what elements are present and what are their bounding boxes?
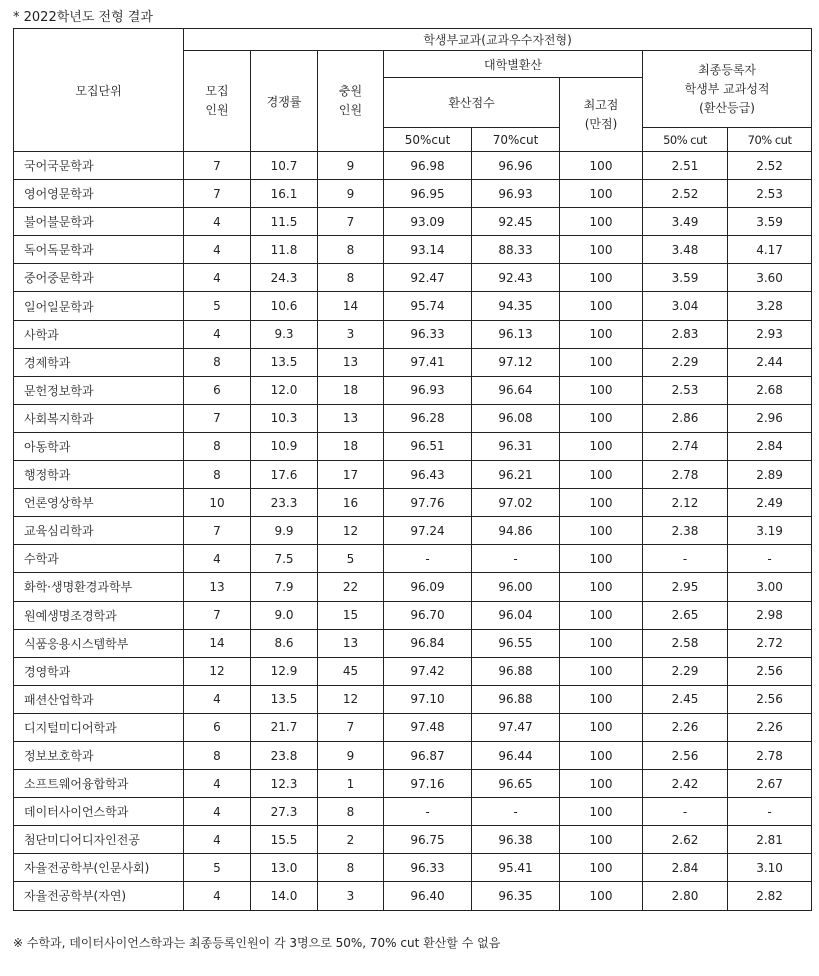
cell-unit: 문헌정보학과 [14,376,184,404]
cell-extra: 2 [318,826,384,854]
cell-quota: 4 [184,236,251,264]
cell-rate: 12.9 [251,657,318,685]
cell-quota: 7 [184,517,251,545]
cell-grade50: - [643,798,728,826]
cell-grade70: 2.56 [728,657,812,685]
cell-score70: 96.21 [472,461,560,489]
cell-grade50: 2.51 [643,152,728,180]
header-category: 학생부교과(교과우수자전형) [184,29,812,51]
cell-max: 100 [560,489,643,517]
cell-unit: 독어독문학과 [14,236,184,264]
cell-grade50: 2.74 [643,432,728,460]
cell-max: 100 [560,320,643,348]
cell-max: 100 [560,657,643,685]
cell-unit: 화학·생명환경과학부 [14,573,184,601]
cell-extra: 1 [318,770,384,798]
cell-quota: 6 [184,376,251,404]
cell-extra: 12 [318,685,384,713]
header-grade70: 70% cut [728,128,812,152]
cell-grade70: 2.44 [728,348,812,376]
cell-score50: 93.09 [384,208,472,236]
cell-extra: 13 [318,404,384,432]
cell-rate: 16.1 [251,180,318,208]
cell-quota: 4 [184,685,251,713]
cell-score50: 97.76 [384,489,472,517]
cell-rate: 23.3 [251,489,318,517]
cell-max: 100 [560,461,643,489]
cell-score50: 92.47 [384,264,472,292]
cell-score70: 96.35 [472,882,560,910]
cell-quota: 7 [184,152,251,180]
cell-rate: 10.7 [251,152,318,180]
cell-unit: 경영학과 [14,657,184,685]
cell-score70: 88.33 [472,236,560,264]
cell-grade50: 2.78 [643,461,728,489]
table-row [14,770,812,798]
cell-score50: 97.41 [384,348,472,376]
cell-quota: 8 [184,461,251,489]
cell-max: 100 [560,770,643,798]
cell-grade50: 3.04 [643,292,728,320]
cell-score50: 96.28 [384,404,472,432]
cell-max: 100 [560,798,643,826]
cell-score70: 96.08 [472,404,560,432]
cell-grade70: 2.53 [728,180,812,208]
cell-score50: 96.95 [384,180,472,208]
cell-quota: 8 [184,741,251,769]
cell-grade50: 2.83 [643,320,728,348]
cell-quota: 4 [184,798,251,826]
cell-grade70: 2.67 [728,770,812,798]
cell-extra: 12 [318,517,384,545]
cell-rate: 12.0 [251,376,318,404]
cell-rate: 12.3 [251,770,318,798]
cell-score70: 96.00 [472,573,560,601]
cell-grade70: 2.84 [728,432,812,460]
table-row [14,573,812,601]
table-row [14,601,812,629]
cell-extra: 14 [318,292,384,320]
results-body [14,152,812,911]
cell-grade70: 3.19 [728,517,812,545]
cell-grade50: 3.48 [643,236,728,264]
cell-score70: 92.43 [472,264,560,292]
cell-unit: 사회복지학과 [14,404,184,432]
cell-grade50: 2.45 [643,685,728,713]
cell-max: 100 [560,685,643,713]
table-row [14,517,812,545]
cell-unit: 사학과 [14,320,184,348]
cell-grade50: 2.26 [643,713,728,741]
cell-max: 100 [560,376,643,404]
cell-score70: 96.88 [472,657,560,685]
header-additional [318,51,384,152]
cell-rate: 17.6 [251,461,318,489]
cell-grade70: 3.60 [728,264,812,292]
header-converted-score: 환산점수 [384,78,560,128]
cell-extra: 18 [318,432,384,460]
cell-extra: 5 [318,545,384,573]
cell-rate: 13.5 [251,348,318,376]
cell-score70: 96.88 [472,685,560,713]
cell-unit: 수학과 [14,545,184,573]
cell-unit: 경제학과 [14,348,184,376]
cell-grade70: 3.00 [728,573,812,601]
cell-score50: 96.84 [384,629,472,657]
cell-score70: 97.12 [472,348,560,376]
cell-score50: 96.33 [384,320,472,348]
cell-unit: 교육심리학과 [14,517,184,545]
cell-rate: 7.9 [251,573,318,601]
cell-unit: 원예생명조경학과 [14,601,184,629]
cell-quota: 13 [184,573,251,601]
header-competition: 경쟁률 [251,51,318,152]
cell-rate: 7.5 [251,545,318,573]
cell-unit: 디지털미디어학과 [14,713,184,741]
table-row [14,208,812,236]
table-row [14,264,812,292]
cell-unit: 데이터사이언스학과 [14,798,184,826]
cell-quota: 4 [184,208,251,236]
cell-score70: 94.86 [472,517,560,545]
cell-unit: 패션산업학과 [14,685,184,713]
cell-quota: 7 [184,404,251,432]
cell-grade50: 2.12 [643,489,728,517]
cell-score70: 96.04 [472,601,560,629]
cell-rate: 13.0 [251,854,318,882]
cell-extra: 16 [318,489,384,517]
table-row [14,348,812,376]
table-row [14,882,812,910]
header-quota-text: 모집 인원 [205,84,229,117]
cell-rate: 24.3 [251,264,318,292]
cell-score50: 97.16 [384,770,472,798]
cell-score70: 96.96 [472,152,560,180]
cell-score50: 96.40 [384,882,472,910]
cell-quota: 4 [184,320,251,348]
cell-score70: 92.45 [472,208,560,236]
cell-score70: 95.41 [472,854,560,882]
cell-grade70: 2.78 [728,741,812,769]
cell-rate: 9.3 [251,320,318,348]
cell-score50: 97.10 [384,685,472,713]
cell-score70: - [472,545,560,573]
cell-extra: 13 [318,629,384,657]
table-row [14,798,812,826]
header-converted-group: 대학별환산 [384,51,643,78]
cell-grade50: 2.80 [643,882,728,910]
cell-quota: 4 [184,770,251,798]
cell-extra: 13 [318,348,384,376]
cell-rate: 15.5 [251,826,318,854]
cell-grade70: 2.52 [728,152,812,180]
cell-grade50: 2.56 [643,741,728,769]
cell-quota: 4 [184,826,251,854]
cell-grade50: 2.38 [643,517,728,545]
cell-unit: 중어중문학과 [14,264,184,292]
cell-grade50: 2.52 [643,180,728,208]
table-row [14,657,812,685]
cell-max: 100 [560,629,643,657]
cell-rate: 11.5 [251,208,318,236]
cell-max: 100 [560,208,643,236]
header-grade50: 50% cut [643,128,728,152]
cell-score70: 96.64 [472,376,560,404]
page-title: * 2022학년도 전형 결과 [13,10,153,25]
table-row [14,854,812,882]
cell-score70: 94.35 [472,292,560,320]
cell-unit: 자율전공학부(인문사회) [14,854,184,882]
cell-unit: 소프트웨어융합학과 [14,770,184,798]
cell-score50: 96.75 [384,826,472,854]
cell-grade50: 2.86 [643,404,728,432]
cell-rate: 27.3 [251,798,318,826]
cell-quota: 7 [184,180,251,208]
cell-grade70: 2.72 [728,629,812,657]
cell-score50: 93.14 [384,236,472,264]
cell-score50: 96.33 [384,854,472,882]
cell-grade70: 2.98 [728,601,812,629]
cell-grade70: 3.28 [728,292,812,320]
cell-rate: 10.3 [251,404,318,432]
cell-quota: 7 [184,601,251,629]
cell-score70: 96.38 [472,826,560,854]
header-quota [184,51,251,152]
cell-unit: 국어국문학과 [14,152,184,180]
cell-score70: 97.02 [472,489,560,517]
cell-grade50: 2.53 [643,376,728,404]
cell-quota: 4 [184,882,251,910]
cell-unit: 언론영상학부 [14,489,184,517]
header-final-group [643,51,812,128]
cell-max: 100 [560,348,643,376]
cell-max: 100 [560,545,643,573]
cell-max: 100 [560,152,643,180]
cell-quota: 14 [184,629,251,657]
table-row [14,489,812,517]
cell-score50: - [384,798,472,826]
table-row [14,685,812,713]
cell-max: 100 [560,741,643,769]
table-row [14,376,812,404]
cell-extra: 9 [318,152,384,180]
cell-score70: 96.44 [472,741,560,769]
table-row [14,432,812,460]
cell-rate: 9.0 [251,601,318,629]
cell-unit: 불어불문학과 [14,208,184,236]
cell-grade50: 3.49 [643,208,728,236]
cell-grade70: 2.89 [728,461,812,489]
cell-score70: 96.13 [472,320,560,348]
table-row [14,320,812,348]
cell-rate: 14.0 [251,882,318,910]
cell-max: 100 [560,236,643,264]
cell-extra: 45 [318,657,384,685]
cell-rate: 11.8 [251,236,318,264]
header-cut50: 50%cut [384,128,472,152]
cell-rate: 10.6 [251,292,318,320]
cell-rate: 23.8 [251,741,318,769]
cell-score70: 96.65 [472,770,560,798]
cell-grade70: 3.10 [728,854,812,882]
cell-unit: 아동학과 [14,432,184,460]
cell-quota: 6 [184,713,251,741]
footnote: ※ 수학과, 데이터사이언스학과는 최종등록인원이 각 3명으로 50%, 70% cut 환산할 수 없음 [13,936,501,950]
cell-score70: 96.55 [472,629,560,657]
cell-unit: 첨단미디어디자인전공 [14,826,184,854]
cell-unit: 식품응용시스템학부 [14,629,184,657]
cell-rate: 10.9 [251,432,318,460]
cell-grade50: 2.29 [643,657,728,685]
cell-max: 100 [560,292,643,320]
cell-unit: 행정학과 [14,461,184,489]
cell-max: 100 [560,264,643,292]
cell-grade70: 2.81 [728,826,812,854]
table-row [14,461,812,489]
cell-unit: 정보보호학과 [14,741,184,769]
cell-score70: 96.31 [472,432,560,460]
cell-grade50: 2.65 [643,601,728,629]
cell-extra: 17 [318,461,384,489]
cell-grade70: - [728,798,812,826]
cell-max: 100 [560,713,643,741]
cell-extra: 7 [318,208,384,236]
cell-max: 100 [560,517,643,545]
cell-extra: 22 [318,573,384,601]
header-max-score-text: 최고점 (만점) [583,97,619,131]
cell-grade70: 2.56 [728,685,812,713]
table-row [14,292,812,320]
cell-grade50: 3.59 [643,264,728,292]
cell-extra: 8 [318,236,384,264]
cell-score70: - [472,798,560,826]
cell-score70: 96.93 [472,180,560,208]
cell-grade50: 2.95 [643,573,728,601]
cell-grade50: - [643,545,728,573]
cell-extra: 7 [318,713,384,741]
cell-max: 100 [560,404,643,432]
cell-rate: 21.7 [251,713,318,741]
cell-rate: 9.9 [251,517,318,545]
cell-grade70: 3.59 [728,208,812,236]
admission-results-table [13,28,812,911]
cell-quota: 8 [184,348,251,376]
cell-score50: 96.09 [384,573,472,601]
cell-score50: 96.98 [384,152,472,180]
cell-rate: 8.6 [251,629,318,657]
cell-max: 100 [560,826,643,854]
cell-quota: 4 [184,264,251,292]
cell-score50: - [384,545,472,573]
table-row [14,180,812,208]
cell-extra: 3 [318,882,384,910]
cell-grade50: 2.84 [643,854,728,882]
table-row [14,629,812,657]
cell-extra: 9 [318,180,384,208]
cell-max: 100 [560,573,643,601]
cell-score50: 97.24 [384,517,472,545]
cell-grade70: 4.17 [728,236,812,264]
cell-max: 100 [560,882,643,910]
table-row [14,545,812,573]
cell-max: 100 [560,180,643,208]
cell-quota: 4 [184,545,251,573]
cell-grade70: 2.96 [728,404,812,432]
cell-extra: 3 [318,320,384,348]
cell-grade70: 2.26 [728,713,812,741]
cell-quota: 12 [184,657,251,685]
cell-extra: 8 [318,264,384,292]
cell-grade50: 2.62 [643,826,728,854]
cell-unit: 영어영문학과 [14,180,184,208]
cell-grade70: 2.49 [728,489,812,517]
cell-grade50: 2.58 [643,629,728,657]
cell-max: 100 [560,854,643,882]
header-max-score [560,78,643,152]
cell-extra: 18 [318,376,384,404]
cell-grade70: 2.93 [728,320,812,348]
cell-score50: 96.70 [384,601,472,629]
cell-grade50: 2.29 [643,348,728,376]
cell-grade70: 2.68 [728,376,812,404]
cell-score50: 96.51 [384,432,472,460]
table-row [14,152,812,180]
cell-grade70: - [728,545,812,573]
table-row [14,236,812,264]
cell-unit: 일어일문학과 [14,292,184,320]
cell-max: 100 [560,432,643,460]
cell-score50: 96.93 [384,376,472,404]
table-row [14,713,812,741]
cell-max: 100 [560,601,643,629]
cell-quota: 5 [184,292,251,320]
cell-extra: 8 [318,798,384,826]
cell-extra: 15 [318,601,384,629]
cell-score50: 97.48 [384,713,472,741]
cell-grade50: 2.42 [643,770,728,798]
cell-score70: 97.47 [472,713,560,741]
cell-grade70: 2.82 [728,882,812,910]
table-row [14,826,812,854]
cell-score50: 97.42 [384,657,472,685]
cell-rate: 13.5 [251,685,318,713]
cell-score50: 96.87 [384,741,472,769]
table-row [14,741,812,769]
cell-score50: 96.43 [384,461,472,489]
cell-extra: 9 [318,741,384,769]
header-final-group-text: 최종등록자 학생부 교과성적 (환산등급) [684,62,770,115]
header-additional-text: 충원 인원 [338,84,363,117]
cell-quota: 8 [184,432,251,460]
cell-quota: 5 [184,854,251,882]
header-cut70: 70%cut [472,128,560,152]
cell-score50: 95.74 [384,292,472,320]
header-unit: 모집단위 [14,29,184,152]
cell-extra: 8 [318,854,384,882]
cell-unit: 자율전공학부(자연) [14,882,184,910]
table-row [14,404,812,432]
cell-quota: 10 [184,489,251,517]
